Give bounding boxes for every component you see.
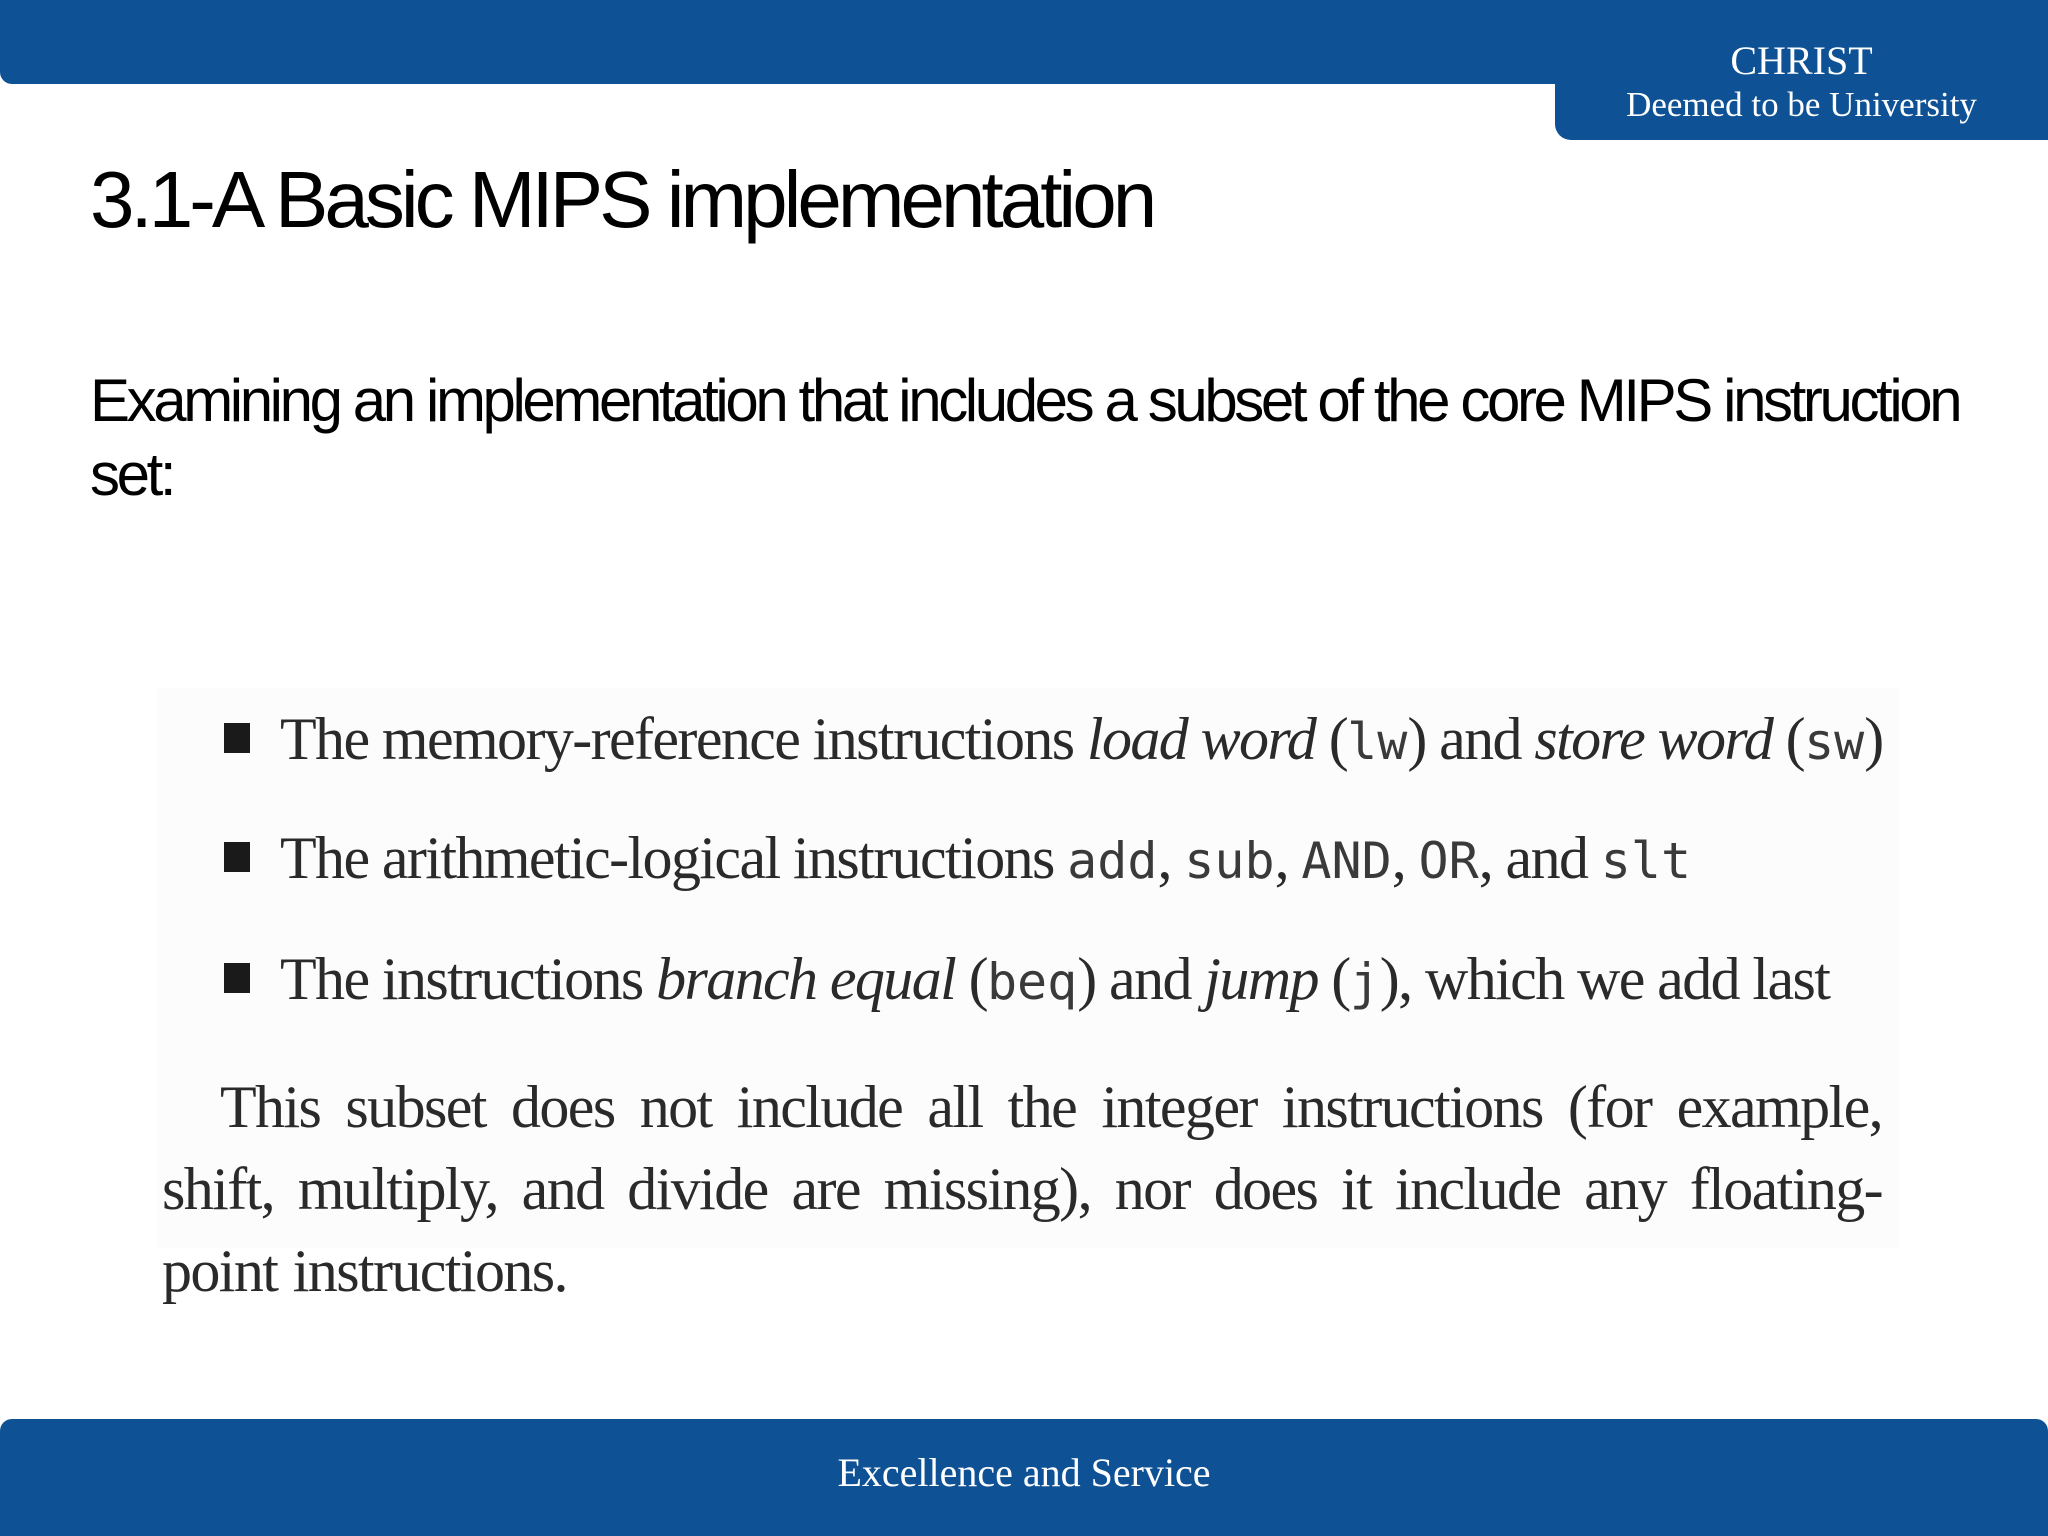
code-beq: beq xyxy=(986,953,1078,1011)
subset-note-paragraph: This subset does not include all the integer instructions (for example, shift, multiply, and divide are missing), nor does it include any floating-point instructions. xyxy=(162,1074,1882,1304)
slide-title: 3.1-A Basic MIPS implementation xyxy=(90,155,1154,244)
bullet-text: The instructions xyxy=(280,946,657,1012)
term-store-word: store word xyxy=(1534,706,1773,772)
bullet-branch-jump: The instructions branch equal (beq) and jump (j), which we add last xyxy=(224,944,1829,1017)
code-or: OR xyxy=(1418,832,1479,890)
intro-text: Examining an implementation that includes a subset of the core MIPS instruction set: xyxy=(90,367,1960,508)
institution-name: CHRIST xyxy=(1730,38,1873,83)
term-load-word: load word xyxy=(1086,706,1316,772)
code-sw: sw xyxy=(1804,713,1865,771)
bullet-text: The memory-reference instructions xyxy=(280,706,1087,772)
code-add: add xyxy=(1067,832,1158,890)
term-jump: jump xyxy=(1204,946,1318,1012)
square-bullet-icon xyxy=(224,963,250,993)
code-j: j xyxy=(1349,953,1380,1011)
bullet-text: and xyxy=(1425,706,1535,772)
bullet-text: The arithmetic-logical instructions xyxy=(280,825,1068,891)
bullet-arithmetic-logical: The arithmetic-logical instructions add, sub, AND, OR, and slt xyxy=(224,823,1691,896)
footer-motto: Excellence and Service xyxy=(837,1450,1211,1495)
code-slt: slt xyxy=(1600,832,1692,890)
bullet-text: ), which we add last xyxy=(1379,946,1830,1012)
bullet-text: and xyxy=(1095,946,1205,1012)
bullet-memory-reference: The memory-reference instructions load word (lw) and store word (sw) xyxy=(224,704,1883,777)
square-bullet-icon xyxy=(224,723,250,753)
code-lw: lw xyxy=(1347,713,1408,771)
institution-subtitle: Deemed to be University xyxy=(1626,85,1977,124)
term-branch-equal: branch equal xyxy=(656,946,956,1012)
code-sub: sub xyxy=(1184,832,1275,890)
code-and: AND xyxy=(1301,832,1392,890)
footer-bar xyxy=(0,1419,2048,1536)
square-bullet-icon xyxy=(224,842,250,872)
textbook-excerpt xyxy=(158,688,1898,1304)
institution-badge xyxy=(1555,0,2048,140)
bullet-text: , and xyxy=(1478,825,1601,891)
